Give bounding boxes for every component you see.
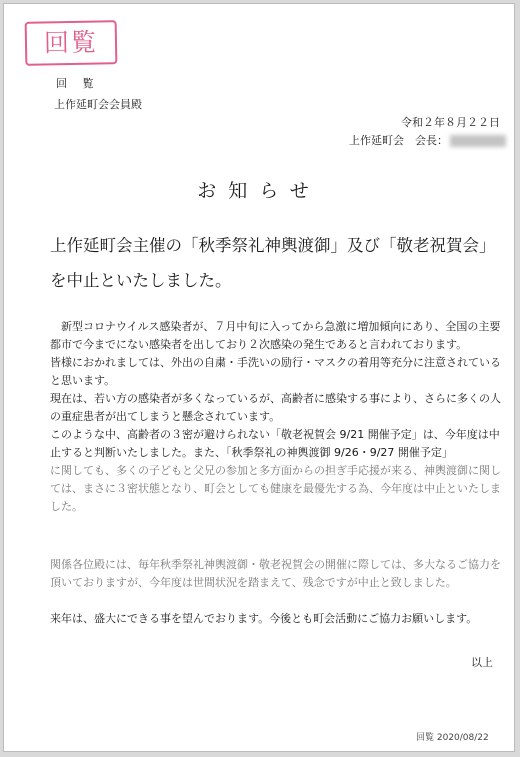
circulation-stamp: 回覧 (25, 20, 118, 66)
redacted-name (450, 135, 506, 147)
closing-word: 以上 (471, 656, 493, 669)
paragraph-thanks: 関係各位殿には、毎年秋季祭礼神輿渡御・敬老祝賀会の開催に際しては、多大なるご協力を頂いておりますが、今年度は世間状況を踏まえて、残念ですが中止と致しました。 (50, 558, 501, 589)
headline-line-2: を中止といたしました。 (50, 271, 232, 290)
paragraph-precautions: 皆様におかれましては、外出の自粛・手洗いの励行・マスクの着用等充分に注意されていると思います。 (50, 356, 501, 387)
issue-date: 令和２年８月２２日 (401, 116, 500, 129)
paragraph-next-year: 来年は、盛大にできる事を望んでおります。今後とも町会活動にご協力お願いします。 (50, 612, 478, 625)
footer-date: 回覧 2020/08/22 (416, 733, 489, 743)
circulation-label: 回 覧 (56, 77, 100, 90)
paragraph-elderly-risk: 現在は、若い方の感染者が多くなっているが、高齢者に感染する事により、さらに多くの人の重症患者が出てしまうと懸念されています。 (50, 392, 501, 423)
paragraph-cancellation-part-2: に関しても、多くの子どもと父兄の参加と多方面からの担ぎ手応援が来る、神輿渡御に関しては、まさに３密状態となり、町会としても健康を最優先する為、今年度は中止といたしました。 (50, 464, 501, 513)
sender-line (349, 132, 506, 148)
sender-label: 上作延町会 会長： (349, 134, 448, 147)
document-title: お知らせ (197, 180, 321, 202)
paragraph-cancellation (50, 426, 502, 516)
notice-document (3, 3, 515, 752)
addressee: 上作延町会会員殿 (54, 98, 142, 111)
headline-line-1: 上作延町会主催の「秋季祭礼神輿渡御」及び「敬老祝賀会」 (50, 236, 496, 255)
paragraph-cancellation-part-1: このような中、高齢者の３密が避けられない「敬老祝賀会 9/21 開催予定」は、今年度は中止すると判断いたしました。また、「秋季祭礼の神輿渡御 9/26・9/27 開催予定」 (50, 428, 500, 459)
paragraph-covid-increase: 新型コロナウイルス感染者が、７月中旬に入ってから急激に増加傾向にあり、全国の主要都市で今までにない感染者を出しており２次感染の発生であると言われております。 (50, 320, 501, 351)
